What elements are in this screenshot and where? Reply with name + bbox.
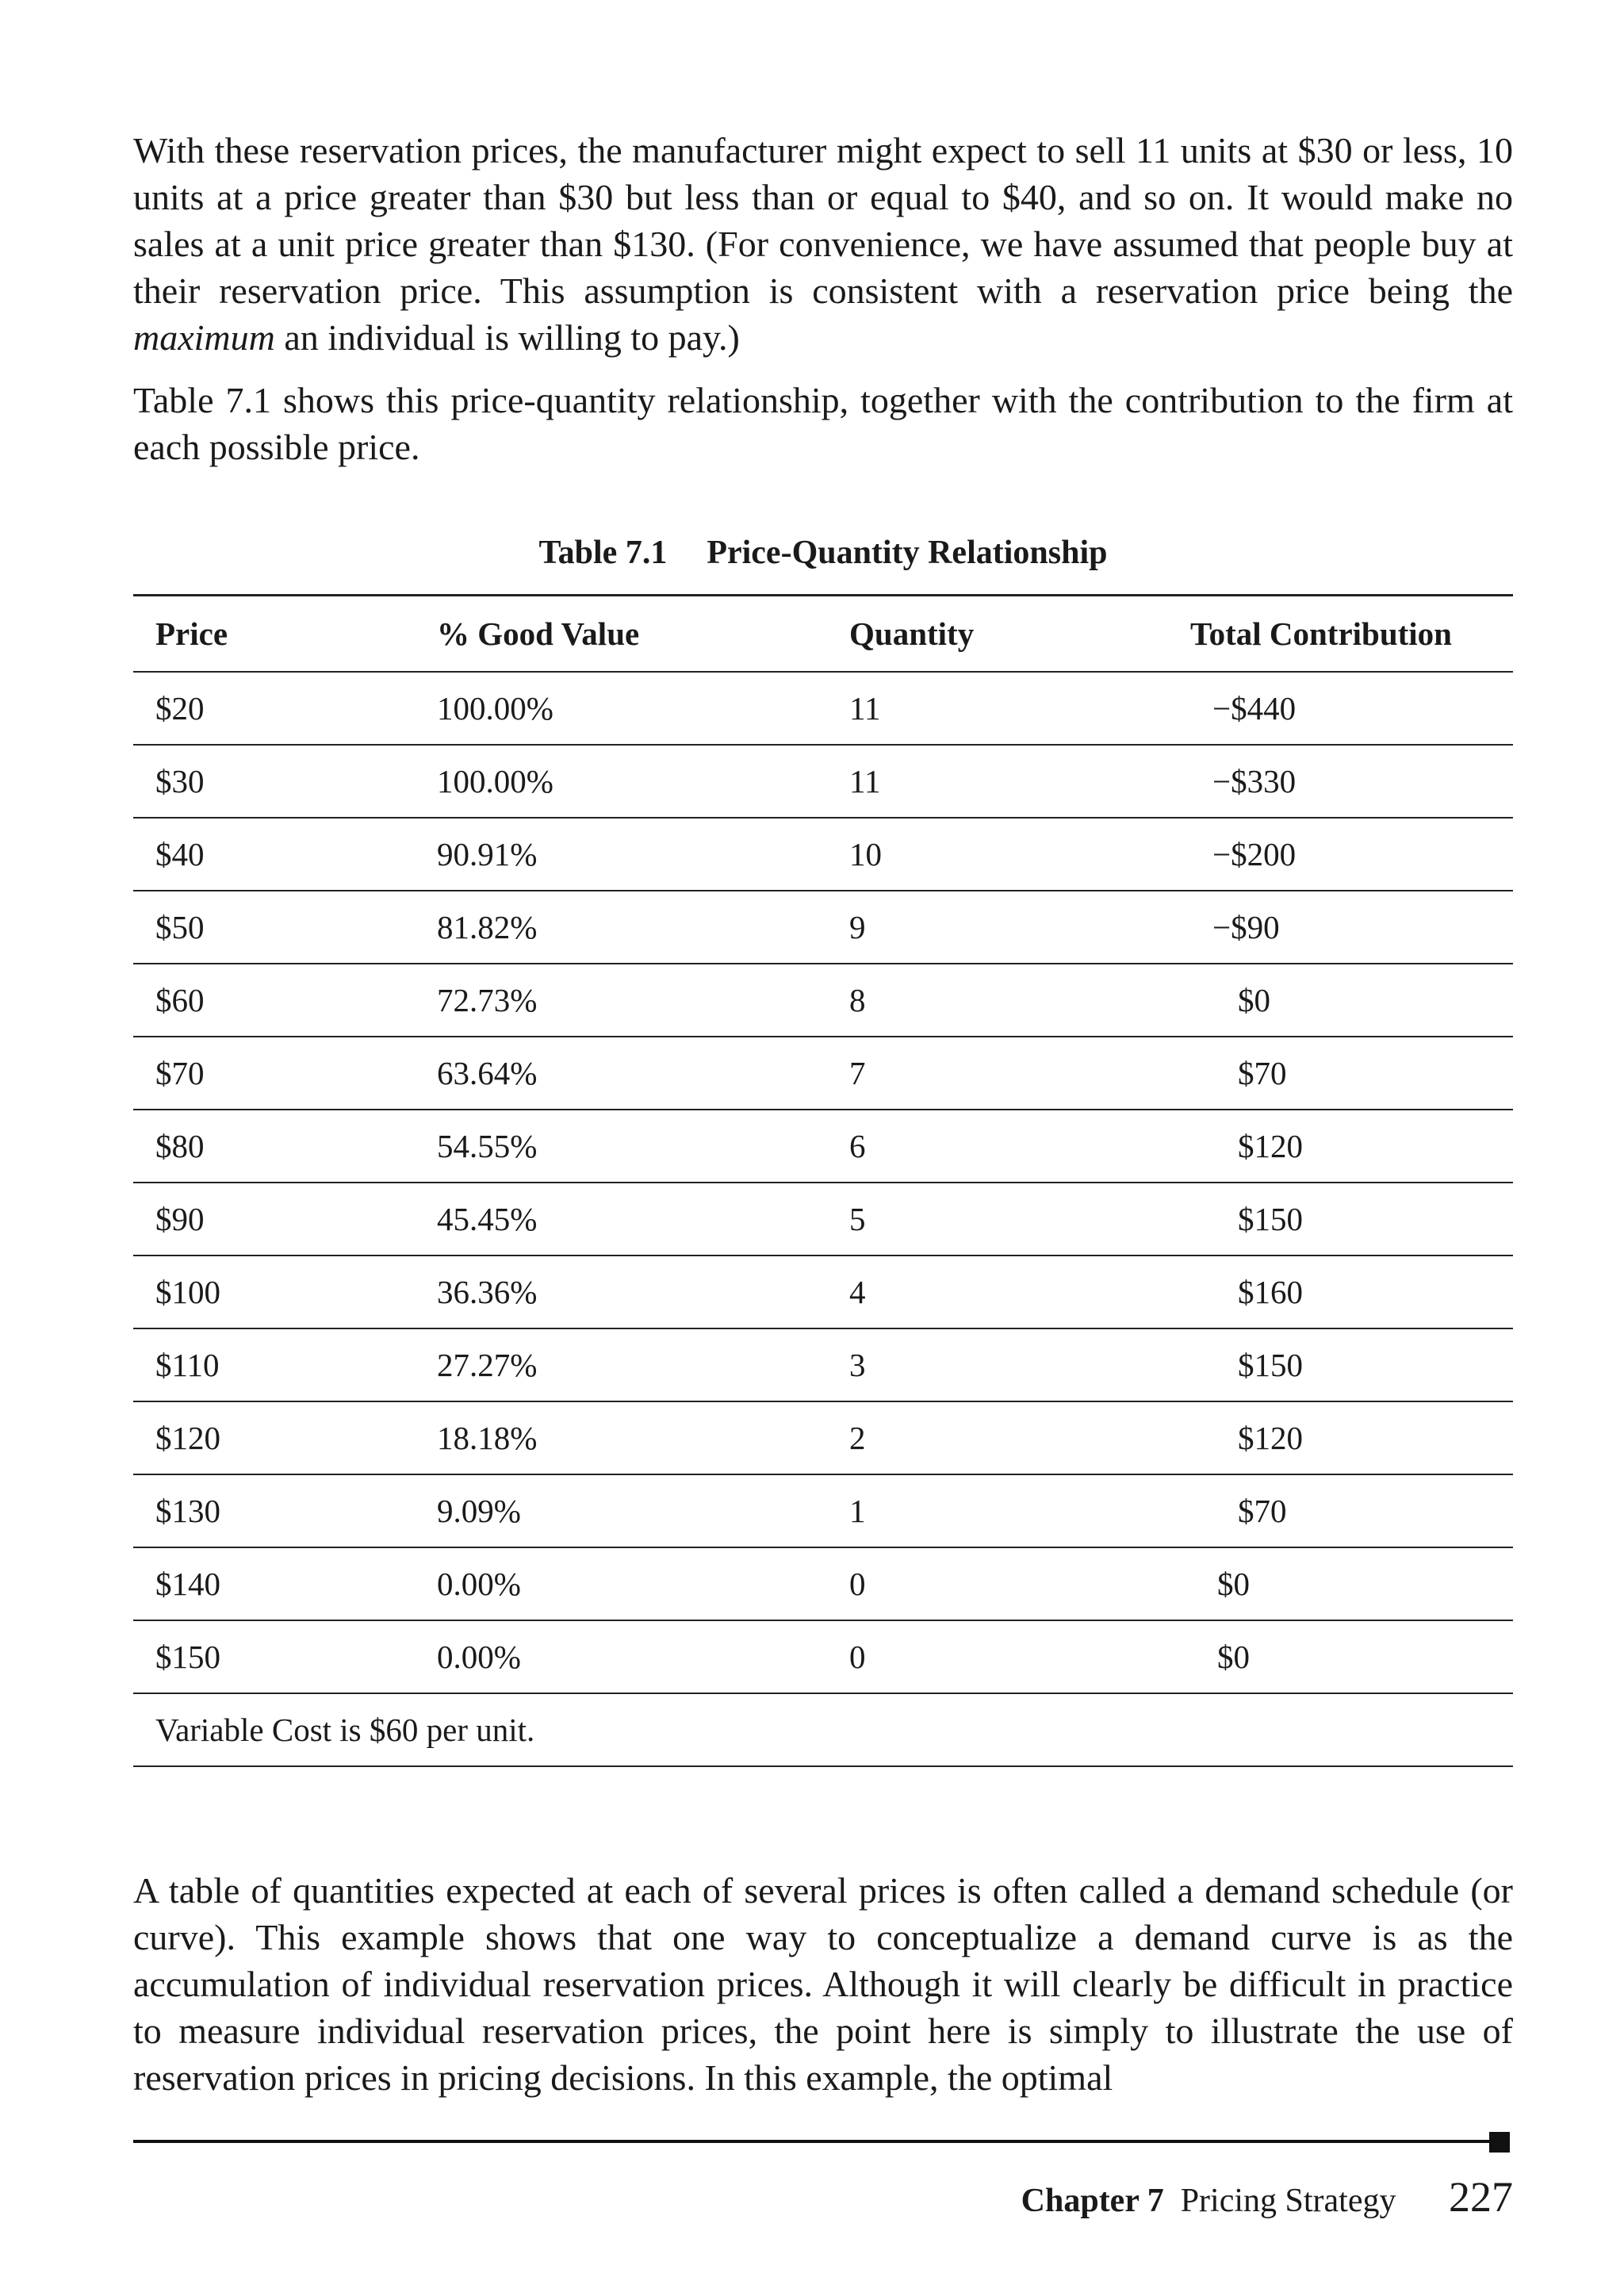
intro-text-1b: an individual is willing to pay.) [274, 317, 740, 358]
table-footnote-row [133, 1693, 1513, 1766]
cell-total-contribution: $120 [1168, 1401, 1513, 1474]
cell-total-contribution: $150 [1168, 1328, 1513, 1401]
table-row [133, 1401, 1513, 1474]
page-content [133, 127, 1513, 2101]
cell-quantity: 0 [827, 1547, 1168, 1620]
table-row [133, 818, 1513, 891]
cell-price: $70 [133, 1037, 415, 1110]
header-price: Price [133, 596, 415, 673]
cell-quantity: 6 [827, 1110, 1168, 1183]
cell-total-contribution: −$330 [1168, 745, 1513, 818]
footer-title: Pricing Strategy [1180, 2183, 1396, 2219]
cell-quantity: 0 [827, 1620, 1168, 1693]
table-row [133, 1183, 1513, 1256]
header-total-contribution: Total Contribution [1168, 596, 1513, 673]
cell-good-value: 0.00% [415, 1547, 827, 1620]
intro-emphasis: maximum [133, 317, 275, 358]
cell-total-contribution: −$90 [1168, 891, 1513, 964]
cell-price: $120 [133, 1401, 415, 1474]
cell-quantity: 11 [827, 745, 1168, 818]
table-caption [133, 531, 1513, 575]
closing-paragraph: A table of quantities expected at each of several prices is often called a demand schedule (or curve). This example shows that one way to conceptualize a demand curve is as the accumulation of individual reservation prices. Although it will clearly be difficult in practice to measure individual reservation prices, the point here is simply to illustrate the use of reservation prices in pricing decisions. In this example, the optimal [133, 1870, 1513, 2098]
table-title: Price-Quantity Relationship [707, 535, 1108, 571]
table-row [133, 745, 1513, 818]
table-row [133, 1037, 1513, 1110]
cell-price: $110 [133, 1328, 415, 1401]
cell-total-contribution: $0 [1168, 1547, 1513, 1620]
cell-quantity: 5 [827, 1183, 1168, 1256]
intro-paragraph-2: Table 7.1 shows this price-quantity relationship, together with the contribution to the firm at each possible price. [133, 380, 1513, 467]
page-number: 227 [1449, 2173, 1513, 2221]
cell-price: $20 [133, 672, 415, 745]
cell-quantity: 10 [827, 818, 1168, 891]
cell-total-contribution: $0 [1168, 1620, 1513, 1693]
cell-quantity: 1 [827, 1474, 1168, 1547]
table-row [133, 1547, 1513, 1620]
cell-good-value: 90.91% [415, 818, 827, 891]
cell-price: $60 [133, 964, 415, 1037]
cell-good-value: 72.73% [415, 964, 827, 1037]
cell-price: $90 [133, 1183, 415, 1256]
cell-good-value: 100.00% [415, 672, 827, 745]
cell-quantity: 7 [827, 1037, 1168, 1110]
cell-total-contribution: $160 [1168, 1256, 1513, 1328]
cell-price: $30 [133, 745, 415, 818]
cell-good-value: 100.00% [415, 745, 827, 818]
footer-square-marker [1489, 2132, 1510, 2153]
cell-quantity: 11 [827, 672, 1168, 745]
cell-good-value: 81.82% [415, 891, 827, 964]
footer-chapter: Chapter 7 [1021, 2183, 1164, 2219]
table-row [133, 964, 1513, 1037]
cell-total-contribution: $70 [1168, 1474, 1513, 1547]
cell-quantity: 3 [827, 1328, 1168, 1401]
table-number: Table 7.1 [538, 535, 668, 571]
cell-price: $130 [133, 1474, 415, 1547]
table-row [133, 891, 1513, 964]
cell-quantity: 8 [827, 964, 1168, 1037]
cell-price: $140 [133, 1547, 415, 1620]
table-footnote: Variable Cost is $60 per unit. [133, 1693, 1513, 1766]
cell-total-contribution: −$200 [1168, 818, 1513, 891]
cell-good-value: 0.00% [415, 1620, 827, 1693]
cell-total-contribution: $0 [1168, 964, 1513, 1037]
footer-rule [133, 2140, 1499, 2143]
cell-quantity: 9 [827, 891, 1168, 964]
table-header-row [133, 596, 1513, 673]
header-good-value: % Good Value [415, 596, 827, 673]
table-body [133, 672, 1513, 1693]
table-row [133, 672, 1513, 745]
table-row [133, 1328, 1513, 1401]
cell-good-value: 9.09% [415, 1474, 827, 1547]
table-row [133, 1110, 1513, 1183]
table-row [133, 1474, 1513, 1547]
cell-price: $80 [133, 1110, 415, 1183]
price-quantity-table [133, 594, 1513, 1767]
cell-total-contribution: $70 [1168, 1037, 1513, 1110]
cell-price: $40 [133, 818, 415, 891]
cell-total-contribution: −$440 [1168, 672, 1513, 745]
table-row [133, 1620, 1513, 1693]
intro-text-1a: With these reservation prices, the manufacturer might expect to sell 11 units at $30 or less, 10 units at a price greater than $30 but less than or equal to $40, and so on. It would make no sales at a unit price greater than $130. (For convenience, we have assumed that people buy at their reservation price. This assumption is consistent with a reservation price being the [133, 130, 1513, 311]
cell-good-value: 27.27% [415, 1328, 827, 1401]
cell-good-value: 63.64% [415, 1037, 827, 1110]
cell-good-value: 36.36% [415, 1256, 827, 1328]
cell-quantity: 2 [827, 1401, 1168, 1474]
cell-good-value: 45.45% [415, 1183, 827, 1256]
cell-price: $100 [133, 1256, 415, 1328]
intro-paragraph-1 [133, 127, 1513, 361]
table-row [133, 1256, 1513, 1328]
cell-price: $50 [133, 891, 415, 964]
cell-quantity: 4 [827, 1256, 1168, 1328]
cell-price: $150 [133, 1620, 415, 1693]
cell-total-contribution: $150 [1168, 1183, 1513, 1256]
cell-total-contribution: $120 [1168, 1110, 1513, 1183]
cell-good-value: 18.18% [415, 1401, 827, 1474]
cell-good-value: 54.55% [415, 1110, 827, 1183]
header-quantity: Quantity [827, 596, 1168, 673]
page-footer [1021, 2172, 1513, 2226]
